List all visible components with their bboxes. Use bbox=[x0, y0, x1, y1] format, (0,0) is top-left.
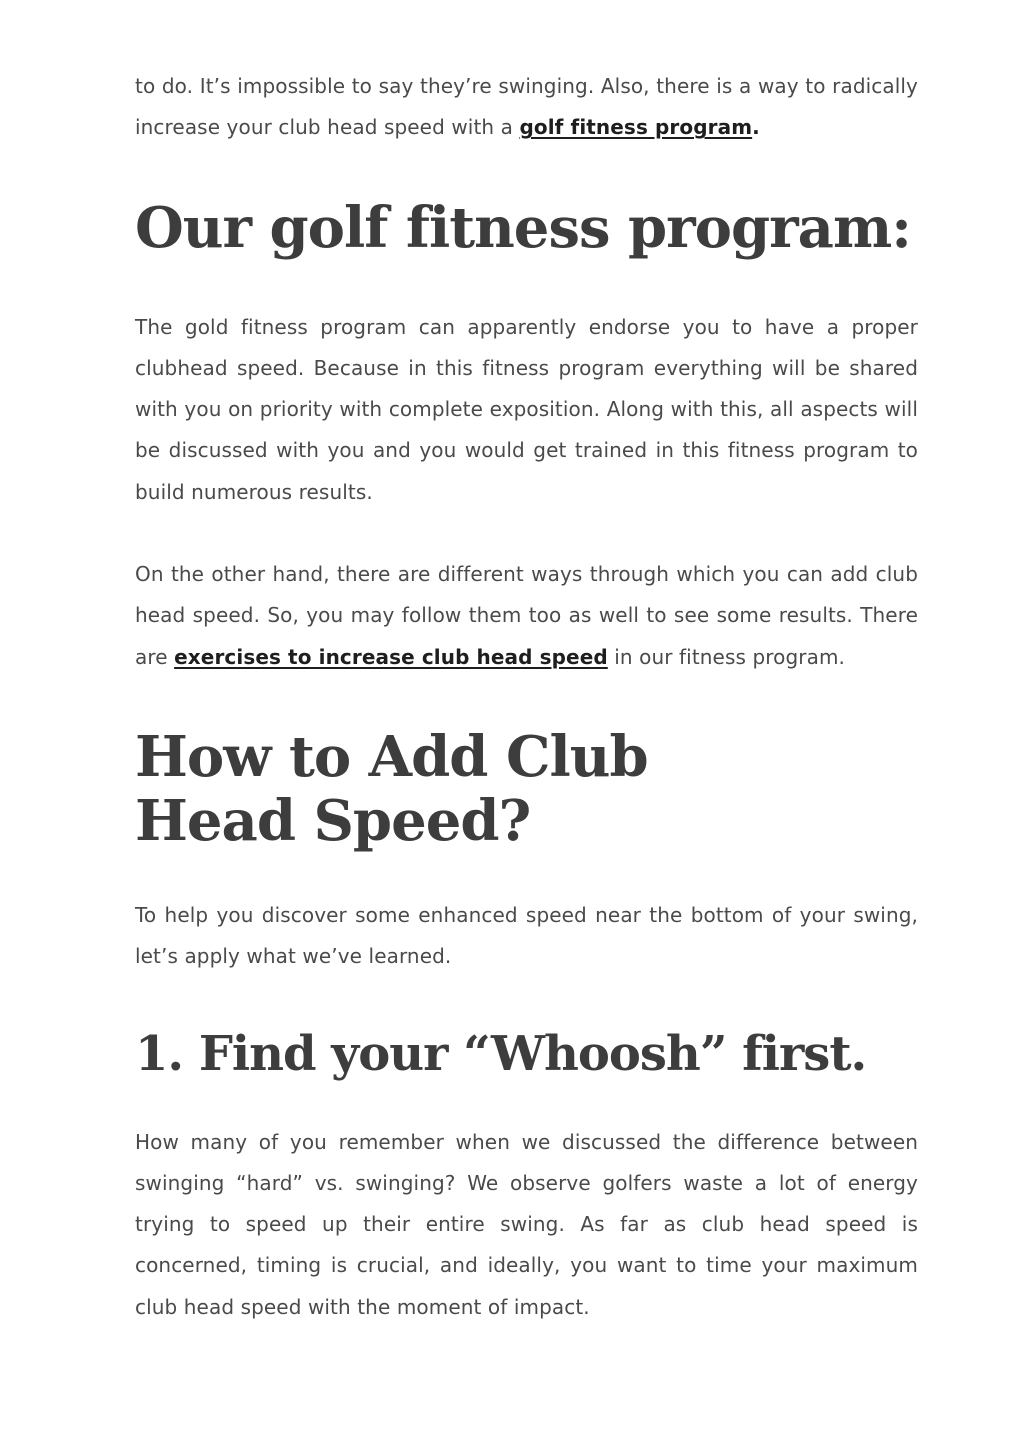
section-heading-add-club-head-speed: How to Add Club Head Speed? bbox=[135, 723, 648, 854]
intro-paragraph bbox=[135, 66, 918, 149]
article-body bbox=[135, 66, 918, 1328]
other-ways-paragraph bbox=[135, 554, 918, 678]
other-ways-text: On the other hand, there are different ways through which you can add club head speed. So, you may follow them too as well to see some results. There are bbox=[135, 562, 918, 669]
section-heading-find-whoosh: 1. Find your “Whoosh” first. bbox=[135, 1025, 867, 1082]
intro-text-end: . bbox=[752, 115, 760, 140]
golf-fitness-program-link[interactable]: golf fitness program bbox=[519, 115, 753, 140]
exercises-club-head-speed-link[interactable]: exercises to increase club head speed bbox=[174, 644, 608, 669]
section-heading-fitness-program: Our golf fitness program: bbox=[135, 194, 911, 261]
fitness-program-paragraph: The gold fitness program can apparently endorse you to have a proper clubhead speed. Because in this fitness program everything will be shared with you on priority with complete exposition. Along with this, all aspects will be discussed with you and you would get trained in this fitness program to build numerous results. bbox=[135, 314, 918, 504]
add-speed-paragraph: To help you discover some enhanced speed near the bottom of your swing, let’s apply what we’ve learned. bbox=[135, 902, 918, 969]
other-ways-text-end: in our fitness program. bbox=[607, 644, 845, 669]
whoosh-paragraph: How many of you remember when we discussed the difference between swinging “hard” vs. swinging? We observe golfers waste a lot of energy trying to speed up their entire swing. As far as club head speed is concerned, timing is crucial, and ideally, you want to time your maximum club head speed with the moment of impact. bbox=[135, 1129, 918, 1319]
intro-text: to do. It’s impossible to say they’re swinging. Also, there is a way to radically increase your club head speed with a bbox=[135, 74, 918, 140]
